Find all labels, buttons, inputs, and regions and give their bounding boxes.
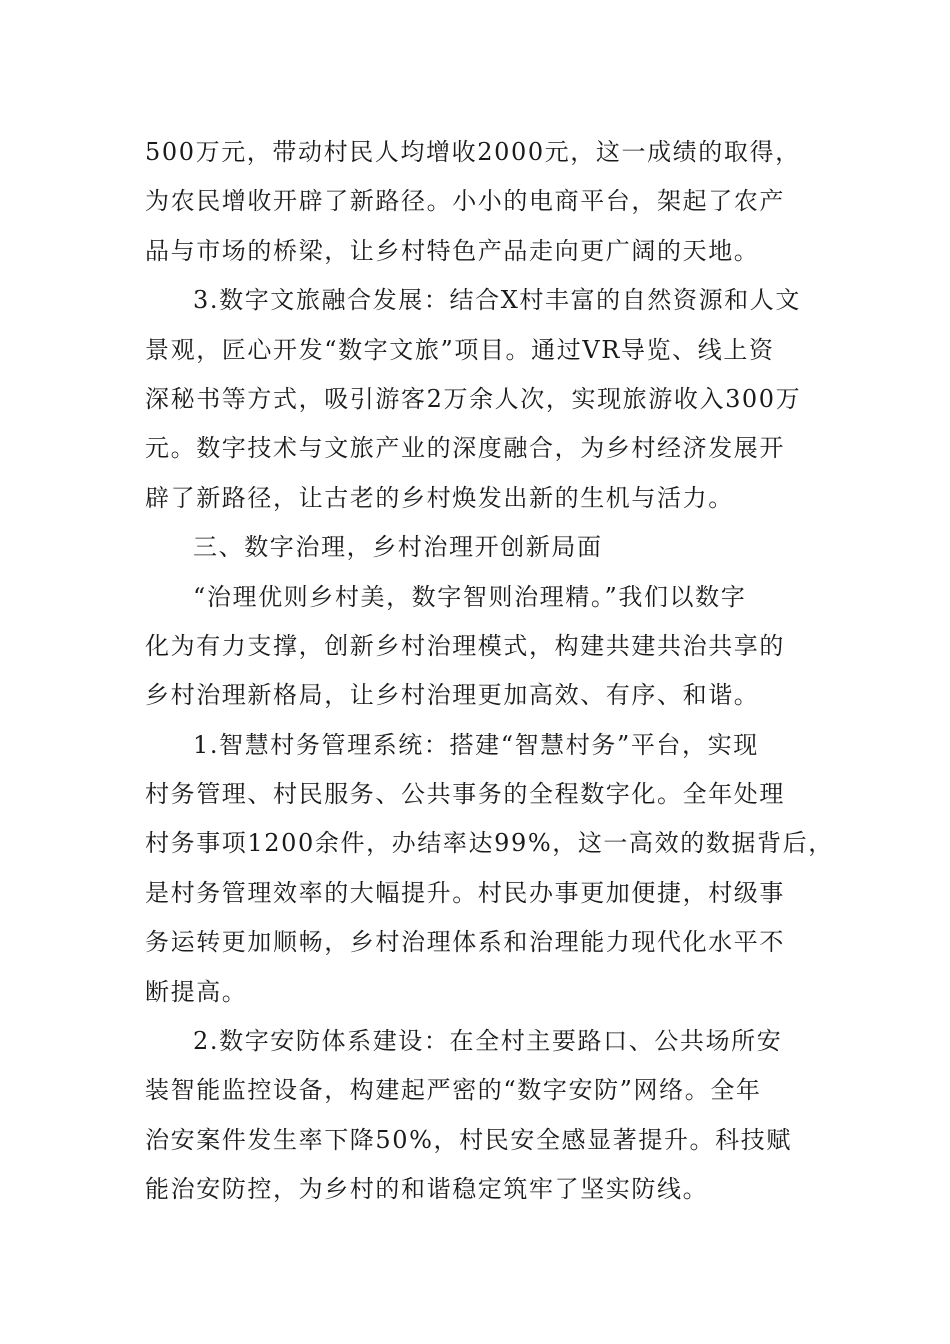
text-line: 辟了新路径，让古老的乡村焕发出新的生机与活力。 [145,483,734,512]
text-line: 务运转更加顺畅，乡村治理体系和治理能力现代化水平不 [145,928,785,957]
text-line: 化为有力支撑，创新乡村治理模式，构建共建共治共享的 [145,631,785,660]
text-line: 品与市场的桥梁，让乡村特色产品走向更广阔的天地。 [145,236,760,265]
document-page [145,128,834,1215]
text-line: 深秘书等方式，吸引游客2万余人次，实现旅游收入300万 [145,384,802,413]
text-line: 500万元，带动村民人均增收2000元，这一成绩的取得， [145,138,801,166]
text-line: 治安案件发生率下降50%，村民安全感显著提升。科技赋 [145,1125,792,1154]
text-line: 能治安防控，为乡村的和谐稳定筑牢了坚实防线。 [145,1175,709,1204]
text-line: “治理优则乡村美，数字智则治理精。”我们以数字 [193,582,747,611]
text-line: 3.数字文旅融合发展：结合X村丰富的自然资源和人文 [193,286,801,315]
text-line: 村务事项1200余件，办结率达99%，这一高效的数据背后， [145,829,834,858]
text-line: 是村务管理效率的大幅提升。村民办事更加便捷，村级事 [145,878,785,907]
text-line: 村务管理、村民服务、公共事务的全程数字化。全年处理 [145,780,785,809]
text-line: 2.数字安防体系建设：在全村主要路口、公共场所安 [193,1027,783,1056]
text-line: 元。数字技术与文旅产业的深度融合，为乡村经济发展开 [145,434,785,463]
text-line: 装智能监控设备，构建起严密的“数字安防”网络。全年 [145,1076,762,1105]
text-line: 景观，匠心开发“数字文旅”项目。通过VR导览、线上资 [145,335,775,364]
text-line: 断提高。 [145,977,248,1006]
text-line: 1.智慧村务管理系统：搭建“智慧村务”平台，实现 [193,730,759,759]
text-line: 乡村治理新格局，让乡村治理更加高效、有序、和谐。 [145,681,760,710]
text-line: 为农民增收开辟了新路径。小小的电商平台，架起了农产 [145,187,785,216]
section-heading: 三、数字治理，乡村治理开创新局面 [193,533,603,562]
